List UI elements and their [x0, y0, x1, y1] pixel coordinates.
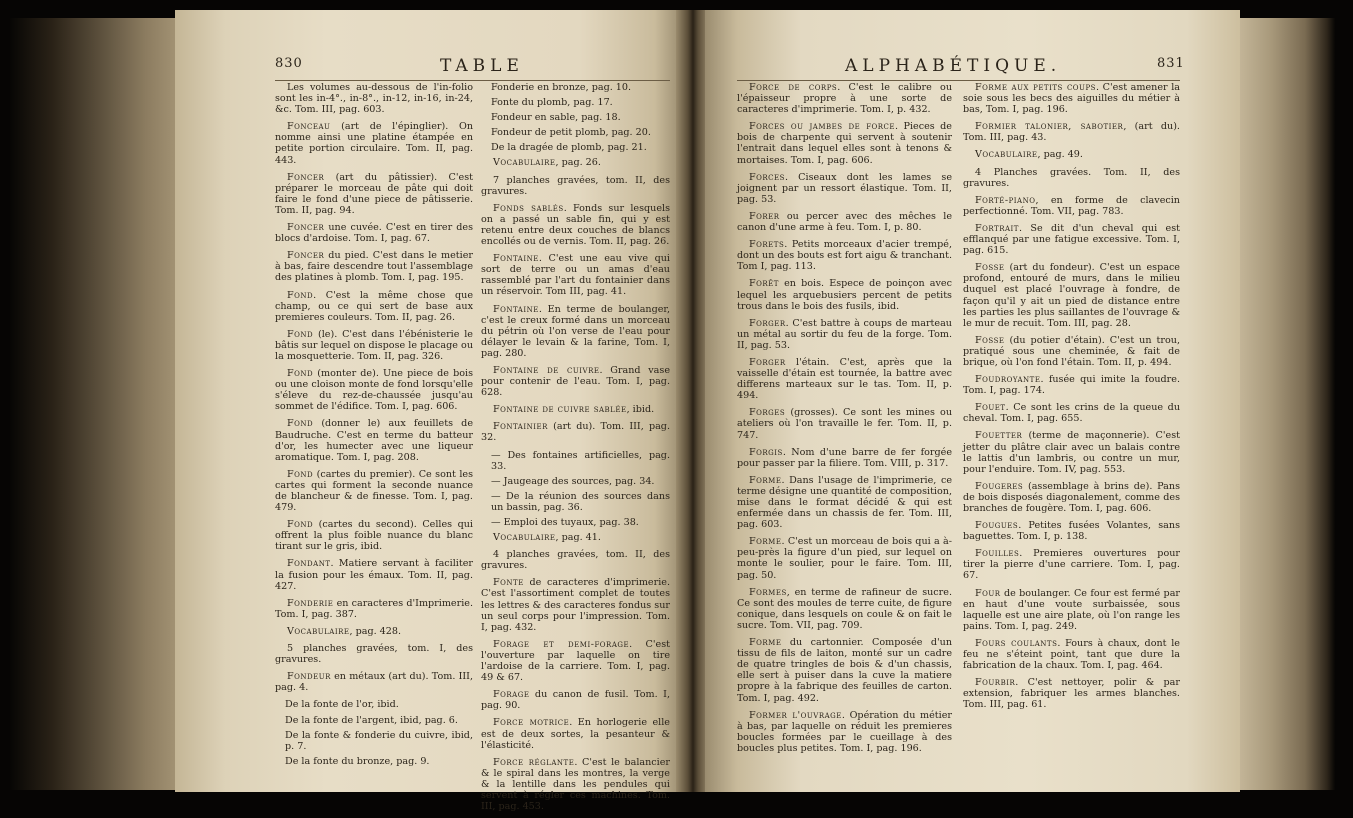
index-entry — [275, 368, 473, 412]
entry-text: De la fonte de l'argent, ibid, pag. 6. — [285, 714, 458, 726]
index-entry — [737, 172, 952, 205]
entry-headword: Formes — [749, 586, 787, 598]
entry-text: 7 planches gravées, tom. II, des gravures. — [481, 174, 670, 197]
entry-headword: Foncer — [287, 250, 325, 262]
entry-text: (du potier d'étain). C'est un trou, pratiqué sous une cheminée, & fait de brique, où l'on fond l'étain. Tom. II, p. 494. — [963, 334, 1180, 368]
entry-text: De la fonte de l'or, ibid. — [285, 699, 399, 711]
entry-headword: Vocabulaire — [493, 532, 556, 544]
entry-text: . Dans l'usage de l'imprimerie, ce terme désigne une quantité de composition, mise dans le format décidé & qui est enfermée dans un chassis de fer. Tom. III, pag. 603. — [737, 474, 952, 531]
entry-headword: Fonds sablés — [493, 202, 564, 214]
index-entry — [481, 476, 670, 487]
entry-text: . fusée qui imite la foudre. Tom. I, pag. 174. — [963, 374, 1180, 397]
index-entry — [737, 357, 952, 401]
index-entry — [275, 250, 473, 283]
index-entry — [963, 167, 1180, 189]
entry-text: . Ciseaux dont les lames se joignent par un ressort élastique. Tom. II, pag. 53. — [737, 171, 952, 205]
entry-headword: Fond — [287, 289, 314, 301]
index-entry — [737, 536, 952, 580]
entry-text: (cartes du second). Celles qui offrent la plus foible nuance du blanc tirant sur le gris, ibid. — [275, 519, 473, 553]
entry-headword: Forage et demi-forage — [493, 638, 630, 650]
entry-text: . Fonds sur lesquels on a passé un sable fin, qui y est retenu entre deux couches de blancs encollés ou de vernis. Tom. II, pag. 26. — [481, 202, 670, 248]
entry-text: (le). C'est dans l'ébénisterie le bâtis sur lequel on dispose le placage ou la mosquetterie. Tom. II, pag. 326. — [275, 328, 473, 362]
entry-headword: Fond — [287, 328, 314, 340]
running-head-left: TABLE — [440, 56, 524, 76]
entry-text: , (art du). Tom. III, pag. 43. — [963, 121, 1180, 144]
entry-headword: Four — [975, 587, 1001, 599]
entry-headword: Forme — [749, 536, 782, 548]
entry-headword: Fond — [287, 519, 314, 531]
entry-text: , pag. 41. — [555, 532, 601, 544]
index-entry — [481, 97, 670, 108]
entry-text: . Nom d'une barre de fer forgée pour passer par la filiere. Tom. VIII, p. 317. — [737, 446, 952, 469]
index-entry — [963, 638, 1180, 671]
index-entry — [275, 418, 473, 462]
index-entry — [963, 374, 1180, 396]
entry-text: , pag. 428. — [349, 625, 402, 637]
entry-text: . Opération du métier à bas, par laquelle on réduit les premieres boucles formées par le cueillage à des boucles plus petites. Tom. I, pag. 196. — [737, 709, 952, 754]
entry-headword: Fougues — [975, 520, 1019, 532]
index-entry — [481, 365, 670, 398]
index-entry — [481, 304, 670, 359]
index-entry — [481, 127, 670, 138]
index-entry — [481, 112, 670, 123]
index-entry — [481, 142, 670, 153]
entry-text: (art de l'épinglier). On nomme ainsi une platine étampée en petite portion circulaire. Tom. II, pag. 443. — [275, 121, 473, 166]
entry-headword: Fondant — [287, 558, 331, 570]
entry-text: l'étain. C'est, après que la vaisselle d'étain est tournée, la battre avec differens marteaux sur le tas. Tom. II, p. 494. — [737, 356, 952, 402]
entry-text: De la fonte du bronze, pag. 9. — [285, 755, 430, 767]
entry-text: Fondeur de petit plomb, pag. 20. — [491, 127, 651, 139]
entry-headword: Fougeres — [975, 480, 1024, 492]
index-entry — [963, 149, 1180, 160]
entry-text: du canon de fusil. Tom. I, pag. 90. — [481, 689, 670, 712]
index-entry — [275, 82, 473, 115]
index-entry — [481, 175, 670, 197]
running-head-right: ALPHABÉTIQUE. — [845, 56, 1062, 76]
index-entry — [737, 121, 952, 165]
index-entry — [275, 172, 473, 216]
entry-headword: Foncer — [287, 222, 325, 234]
index-entry — [275, 730, 473, 752]
index-entry — [481, 639, 670, 683]
entry-headword: Fosse — [975, 262, 1005, 274]
index-entry — [737, 239, 952, 272]
entry-headword: Force réglante — [493, 756, 575, 768]
entry-text: . Matiere servant à faciliter la fusion pour les émaux. Tom. II, pag. 427. — [275, 558, 473, 592]
entry-text: (art du pâtissier). C'est préparer le morceau de pâte qui doit faire le fond d'une piece de pâtisserie. Tom. II, pag. 94. — [275, 171, 473, 216]
entry-text: . C'est une eau vive qui sort de terre ou un amas d'eau rassemblé par l'art du fontainier dans un réservoir. Tom III, pag. 41. — [481, 253, 670, 298]
entry-headword: Forme — [749, 637, 782, 649]
index-entry — [275, 558, 473, 591]
index-entry — [481, 82, 670, 93]
index-entry — [481, 549, 670, 571]
entry-text: Fondeur en sable, pag. 18. — [491, 112, 621, 124]
entry-text: . Petits morceaux d'acier trempé, dont un des bouts est fort aigu & tranchant. Tom I, pag. 113. — [737, 239, 952, 273]
index-entry — [275, 643, 473, 665]
index-entry — [963, 223, 1180, 256]
index-entry — [481, 577, 670, 632]
entry-headword: Fondeur — [287, 671, 331, 683]
entry-text: . C'est un morceau de bois qui a à-peu-près la figure d'un pied, sur lequel on monte le soulier, pour le faire. Tom. III, pag. 50. — [737, 536, 952, 581]
entry-headword: Vocabulaire — [975, 149, 1038, 161]
index-entry — [963, 335, 1180, 368]
entry-text: du pied. C'est dans le metier à bas, faire descendre tout l'assemblage des platines à plomb. Tom. I, pag. 195. — [275, 250, 473, 284]
entry-headword: Force de corps — [749, 82, 838, 93]
index-entry — [275, 329, 473, 362]
entry-text: Les volumes au-dessous de l'in-folio sont les in-4°., in-8°., in-12, in-16, in-24, &c. Tom. III, pag. 603. — [275, 82, 473, 116]
entry-text: . En horlogerie elle est de deux sortes, la pesanteur & l'élasticité. — [481, 717, 670, 751]
entry-text: . Pieces de bois de charpente qui servent à soutenir l'entrait dans lequel elles sont à tenons & mortaises. Tom. I, pag. 606. — [737, 121, 952, 166]
entry-text: , pag. 49. — [1037, 149, 1083, 161]
index-entry — [737, 475, 952, 530]
index-entry — [737, 211, 952, 233]
index-entry — [275, 671, 473, 693]
entry-headword: Forces — [749, 171, 785, 183]
left-page — [175, 10, 680, 813]
entry-text: 4 Planches gravées. Tom. II, des gravures. — [963, 166, 1180, 189]
entry-headword: Former l'ouvrage — [749, 709, 842, 721]
index-entry — [963, 548, 1180, 581]
index-entry — [963, 195, 1180, 217]
index-entry — [963, 588, 1180, 632]
index-entry — [963, 520, 1180, 542]
index-entry — [481, 757, 670, 812]
entry-text: ou percer avec des mêches le canon d'une arme à feu. Tom. I, p. 80. — [737, 210, 952, 234]
index-entry — [275, 756, 473, 767]
entry-text: (donner le) aux feuillets de Baudruche. C'est en terme du batteur d'or, les humecter avec une liqueur aromatique. Tom. I, pag. 208. — [275, 418, 473, 463]
page-number-right: 831 — [1157, 56, 1185, 71]
entry-text: . Petites fusées Volantes, sans baguettes. Tom. I, p. 138. — [963, 520, 1180, 543]
entry-text: (assemblage à brins de). Pans de bois disposés diagonalement, comme des branches de fougère. Tom. I, pag. 606. — [963, 480, 1180, 514]
left-column-2 — [481, 82, 670, 818]
entry-text: (terme de maçonnerie). C'est jetter du plâtre clair avec un balais contre le lattis d'un lambris, ou contre un mur, pour l'enduire. Tom. IV, pag. 553. — [963, 430, 1180, 475]
entry-headword: Fonceau — [287, 121, 331, 133]
index-entry — [737, 447, 952, 469]
entry-headword: Fontainier — [493, 421, 548, 433]
index-entry — [737, 637, 952, 704]
index-entry — [481, 203, 670, 247]
entry-text: (grosses). Ce sont les mines ou ateliers où l'on travaille le fer. Tom. II, p. 747. — [737, 407, 952, 441]
entry-text: une cuvée. C'est en tirer des blocs d'ardoise. Tom. I, pag. 67. — [275, 222, 473, 245]
entry-headword: Force motrice — [493, 717, 570, 729]
right-page — [705, 10, 1240, 792]
entry-text: — De la réunion des sources dans un bassin, pag. 36. — [491, 490, 670, 513]
index-entry — [275, 598, 473, 620]
entry-text: . En terme de boulanger, c'est le creux formé dans un morceau du pétrin où l'on verse de l'eau pour délayer le levain & la farine, Tom. I, pag. 280. — [481, 303, 670, 359]
right-column-2 — [963, 82, 1180, 717]
entry-text: , en forme de clavecin perfectionné. Tom. VII, pag. 783. — [963, 194, 1180, 217]
entry-text: , ibid. — [626, 404, 655, 416]
index-entry — [737, 318, 952, 351]
header-rule-left — [275, 80, 670, 81]
entry-headword: Fond — [287, 368, 314, 380]
entry-headword: Fosse — [975, 334, 1005, 346]
entry-headword: Forme aux petits coups — [975, 82, 1096, 93]
entry-text: . Ce sont les crins de la queue du cheval. Tom. I, pag. 655. — [963, 402, 1180, 425]
entry-text: Fonte du plomb, pag. 17. — [491, 97, 613, 109]
index-entry — [963, 262, 1180, 329]
index-entry — [481, 421, 670, 443]
entry-headword: Fontaine — [493, 303, 539, 315]
entry-headword: Formier talonier, sabotier — [975, 121, 1124, 133]
index-entry — [275, 290, 473, 323]
index-entry — [275, 715, 473, 726]
index-entry — [737, 278, 952, 311]
entry-text: Fonderie en bronze, pag. 10. — [491, 82, 632, 93]
entry-headword: Forger — [749, 356, 786, 368]
header-rule-right — [737, 80, 1180, 81]
index-entry — [963, 677, 1180, 710]
right-column-1 — [737, 82, 952, 760]
index-entry — [737, 407, 952, 440]
entry-text: , pag. 26. — [555, 157, 601, 169]
index-entry — [481, 491, 670, 513]
entry-headword: Forme — [749, 474, 782, 486]
entry-text: (cartes du premier). Ce sont les cartes qui forment la seconde nuance de blancheur & de finesse. Tom. I, pag. 479. — [275, 468, 473, 514]
entry-headword: Fortrait — [975, 222, 1019, 234]
entry-headword: Forer — [749, 210, 780, 222]
entry-headword: Fontaine de cuivre sablée — [493, 404, 627, 416]
entry-text: en métaux (art du). Tom. III, pag. 4. — [275, 671, 473, 694]
right-page-stack — [1235, 18, 1335, 790]
index-entry — [481, 450, 670, 472]
entry-text: . Premieres ouvertures pour tirer la pierre d'une carriere. Tom. I, pag. 67. — [963, 548, 1180, 582]
entry-headword: Fontaine — [493, 253, 539, 265]
entry-text: , en terme de rafineur de sucre. Ce sont des moules de terre cuite, de figure conique, dans lesquels on coule & on fait le sucre. Tom. VII, pag. 709. — [737, 586, 952, 631]
entry-headword: Vocabulaire — [287, 625, 350, 637]
index-entry — [481, 517, 670, 528]
entry-text: . Se dit d'un cheval qui est efflanqué par une fatigue excessive. Tom. I, pag. 615. — [963, 222, 1180, 257]
index-entry — [481, 253, 670, 297]
entry-text: 5 planches gravées, tom. I, des gravures. — [275, 643, 473, 666]
page-number-left: 830 — [275, 56, 303, 71]
entry-text: 4 planches gravées, tom. II, des gravures. — [481, 549, 670, 572]
entry-headword: Foncer — [287, 171, 325, 183]
entry-headword: Fours coulants — [975, 637, 1058, 649]
entry-headword: Forage — [493, 689, 530, 701]
entry-text: (monter de). Une piece de bois ou une cloison monte de fond lorsqu'elle s'éleve du rez-de-chaussée jusqu'au sommet de l'édifice. Tom. I, pag. 606. — [275, 368, 473, 413]
entry-text: (art du fondeur). C'est un espace profond, entouré de murs, dans le milieu duquel est placé l'ouvrage à fondre, de façon qu'il y ait un pied de distance entre les parties les plus saillantes de l'ouvrage & le mur de recuit. Tom. III, pag. 28. — [963, 262, 1180, 329]
index-entry — [481, 404, 670, 415]
index-entry — [737, 82, 952, 115]
entry-text: . Grand vase pour contenir de l'eau. Tom. I, pag. 628. — [481, 364, 670, 399]
entry-headword: Fond — [287, 418, 314, 430]
left-page-stack — [10, 18, 180, 790]
entry-text: De la fonte & fonderie du cuivre, ibid, p. 7. — [285, 729, 473, 752]
entry-text: — Emploi des tuyaux, pag. 38. — [491, 517, 639, 528]
entry-headword: Fouetter — [975, 430, 1023, 442]
entry-headword: Fourbir — [975, 677, 1016, 689]
entry-headword: Fonte — [493, 577, 524, 589]
entry-headword: Foudroyante — [975, 374, 1041, 386]
entry-headword: Forté-piano — [975, 194, 1036, 206]
entry-headword: Forêt — [749, 278, 779, 290]
entry-text: . C'est l'ouverture par laquelle on tire l'ardoise de la carriere. Tom. I, pag. 49 & 67. — [481, 638, 670, 684]
entry-text: du cartonnier. Composée d'un tissu de fils de laiton, monté sur un cadre de quatre tringles de bois & d'un chassis, elle sert à puiser dans la cuve la matiere propre à la fabrique des feuilles de carton. Tom. I, pag. 492. — [737, 637, 952, 704]
index-entry — [963, 121, 1180, 143]
index-entry — [481, 689, 670, 711]
entry-headword: Fontaine de cuivre — [493, 364, 600, 376]
entry-headword: Fouilles — [975, 548, 1020, 560]
index-entry — [963, 481, 1180, 514]
index-entry — [737, 710, 952, 754]
entry-text: . C'est nettoyer, polir & par extension, fabriquer les armes blanches. Tom. III, pag. 61. — [963, 677, 1180, 711]
index-entry — [737, 587, 952, 631]
index-entry — [481, 532, 670, 543]
entry-headword: Forets — [749, 239, 785, 251]
entry-text: . C'est battre à coups de marteau un métal au sortir du feu de la forge. Tom. II, pag. 53. — [737, 317, 952, 351]
entry-text: . C'est le calibre ou l'épaisseur propre à une sorte de caracteres d'imprimerie. Tom. I, p. 432. — [737, 82, 952, 116]
index-entry — [275, 626, 473, 637]
entry-text: — Des fontaines artificielles, pag. 33. — [491, 449, 670, 472]
entry-text: . C'est amener la soie sous les becs des aiguilles du métier à bas, Tom. I, pag. 196. — [963, 82, 1181, 116]
entry-headword: Forces ou jambes de force — [749, 121, 896, 133]
index-entry — [275, 519, 473, 552]
index-entry — [275, 699, 473, 710]
index-entry — [481, 157, 670, 168]
entry-headword: Vocabulaire — [493, 157, 556, 169]
entry-headword: Forges — [749, 407, 786, 419]
entry-text: De la dragée de plomb, pag. 21. — [491, 142, 647, 154]
entry-headword: Fouet — [975, 402, 1006, 414]
left-column-1 — [275, 82, 473, 771]
entry-text: — Jaugeage des sources, pag. 34. — [491, 475, 655, 487]
index-entry — [963, 430, 1180, 474]
entry-text: de boulanger. Ce four est fermé par en haut d'une voute surbaissée, sous laquelle est une aire plate, où l'on range les pains. Tom. I, pag. 249. — [963, 587, 1180, 632]
entry-headword: Fonderie — [287, 597, 334, 609]
index-entry — [481, 717, 670, 750]
entry-text: en bois. Espece de poinçon avec lequel les arquebusiers percent de petits trous dans le bois des fusils, ibid. — [737, 278, 952, 312]
entry-text: . C'est la même chose que champ, ou ce qui sert de base aux premieres couleurs. Tom. II, pag. 26. — [275, 289, 473, 323]
entry-text: . Fours à chaux, dont le feu ne s'éteint point, tant que dure la fabrication de la chaux. Tom. I, pag. 464. — [963, 637, 1180, 672]
entry-headword: Fond — [287, 468, 314, 480]
entry-text: en caracteres d'Imprimerie. Tom. I, pag. 387. — [275, 597, 473, 620]
index-entry — [275, 469, 473, 513]
entry-text: (art du). Tom. III, pag. 32. — [481, 421, 670, 444]
entry-text: . C'est le balancier & le spiral dans les montres, la verge & la lentille dans les pendules qui servent à régler ces machines. Tom. III, pag. 453. — [481, 756, 670, 813]
entry-headword: Forgis — [749, 446, 783, 458]
index-entry — [963, 402, 1180, 424]
index-entry — [963, 82, 1180, 115]
entry-headword: Forger — [749, 317, 786, 329]
index-entry — [275, 222, 473, 244]
entry-text: de caracteres d'imprimerie. C'est l'assortiment complet de toutes les lettres & des caracteres fondus sur un seul corps pour l'impression. Tom. I, pag. 432. — [481, 577, 670, 633]
index-entry — [275, 121, 473, 165]
